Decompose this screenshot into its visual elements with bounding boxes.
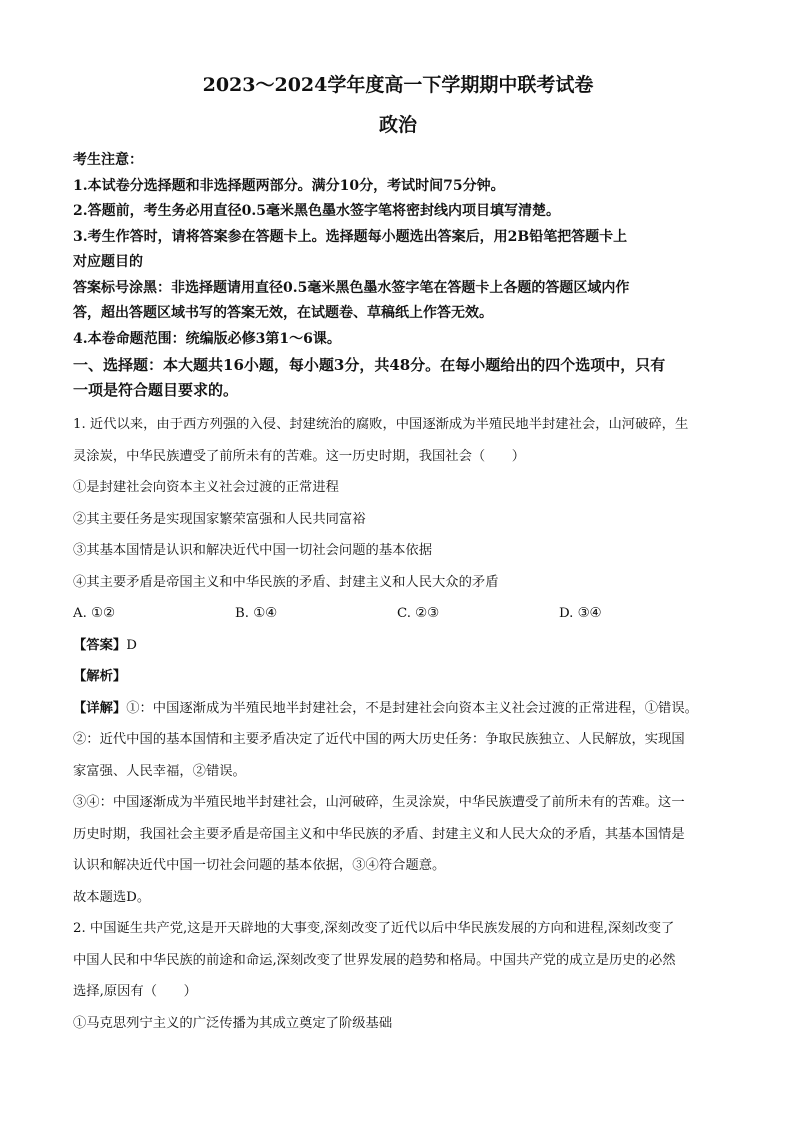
question-item: ①马克思列宁主义的广泛传播为其成立奠定了阶级基础 bbox=[73, 1015, 393, 1031]
notes-line: 1.本试卷分选择题和非选择题两部分。满分10分，考试时间75分钟。 bbox=[73, 177, 505, 194]
detail-text: ②：近代中国的基本国情和主要矛盾决定了近代中国的两大历史任务：争取民族独立、人民解放，实现国 bbox=[73, 732, 685, 747]
analysis-line bbox=[73, 661, 723, 693]
detail-text: 历史时期，我国社会主要矛盾是帝国主义和中华民族的矛盾、封建主义和人民大众的矛盾，其基本国情是 bbox=[73, 826, 685, 842]
question-stem: 中国人民和中华民族的前途和命运,深刻改变了世界发展的趋势和格局。中国共产党的成立是历史的必然 bbox=[73, 952, 676, 968]
section-line: 一、选择题：本大题共16小题，每小题3分，共48分。在每小题给出的四个选项中，只有 bbox=[73, 356, 666, 374]
exam-subject: 政治 bbox=[378, 114, 417, 136]
detail-tag: 【详解】 bbox=[73, 700, 127, 716]
question-item: ①是封建社会向资本主义社会过渡的正常进程 bbox=[73, 480, 339, 495]
answer-options bbox=[73, 598, 723, 630]
question-2 bbox=[73, 913, 723, 1039]
detail-text: 故本题选D。 bbox=[73, 889, 151, 905]
section-heading bbox=[73, 353, 723, 403]
question-item: ②其主要任务是实现国家繁荣富强和人民共同富裕 bbox=[73, 511, 366, 527]
detail-text: ①：中国逐渐成为半殖民地半封建社会，不是封建社会向资本主义社会过渡的正常进程，①错误。 bbox=[126, 700, 698, 716]
question-stem: 2. 中国诞生共产党,这是开天辟地的大事变,深刻改变了近代以后中华民族发展的方向和进程,深刻改变了 bbox=[73, 921, 675, 936]
exam-title: 2023～2024学年度高一下学期期中联考试卷 bbox=[202, 74, 594, 96]
question-stem: 1. 近代以来，由于西方列强的入侵、封建统治的腐败，中国逐渐成为半殖民地半封建社会，山河破碎，生 bbox=[73, 417, 689, 432]
notes-line: 4.本卷命题范围：统编版必修3第1～6课。 bbox=[73, 330, 341, 347]
option-c: C. ②③ bbox=[397, 606, 439, 621]
detail-text: ③④：中国逐渐成为半殖民地半封建社会，山河破碎，生灵涂炭，中华民族遭受了前所未有的苦难。这一 bbox=[73, 795, 685, 810]
section-line: 一项是符合题目要求的。 bbox=[73, 381, 239, 399]
question-item: ④其主要矛盾是帝国主义和中华民族的矛盾、封建主义和人民大众的矛盾 bbox=[73, 574, 499, 590]
detail-text: 家富强、人民幸福，②错误。 bbox=[73, 763, 246, 779]
option-b: B. ①④ bbox=[235, 606, 278, 621]
answer-tag: 【答案】 bbox=[73, 637, 127, 653]
detail-line bbox=[73, 693, 723, 725]
answer-value: D bbox=[126, 637, 137, 653]
question-stem: 选择,原因有（ ） bbox=[73, 984, 197, 999]
notes-heading: 考生注意： bbox=[73, 152, 143, 168]
detail-text: 认识和解决近代中国一切社会问题的基本依据，③④符合题意。 bbox=[73, 858, 446, 873]
option-d: D. ③④ bbox=[559, 606, 602, 621]
analysis-tag: 【解析】 bbox=[73, 669, 127, 684]
question-1 bbox=[73, 409, 723, 913]
exam-page bbox=[73, 64, 723, 1039]
exam-notes bbox=[73, 148, 723, 352]
question-stem: 灵涂炭，中华民族遭受了前所未有的苦难。这一历史时期，我国社会（ ） bbox=[73, 448, 526, 464]
notes-line: 答案标号涂黑：非选择题请用直径0.5毫米黑色墨水签字笔在答题卡上各题的答题区域内作 bbox=[73, 279, 630, 296]
option-a: A. ①② bbox=[73, 606, 115, 621]
notes-line: 答，超出答题区域书写的答案无效，在试题卷、草稿纸上作答无效。 bbox=[73, 305, 493, 321]
notes-line: 3.考生作答时，请将答案参在答题卡上。选择题每小题选出答案后，用2B铅笔把答题卡上 bbox=[73, 228, 628, 245]
notes-line: 对应题目的 bbox=[73, 254, 143, 270]
answer-line bbox=[73, 630, 723, 662]
notes-line: 2.答题前，考生务必用直径0.5毫米黑色墨水签字笔将密封线内项目填写清楚。 bbox=[73, 203, 560, 219]
question-item: ③其基本国情是认识和解决近代中国一切社会问题的基本依据 bbox=[73, 543, 433, 558]
